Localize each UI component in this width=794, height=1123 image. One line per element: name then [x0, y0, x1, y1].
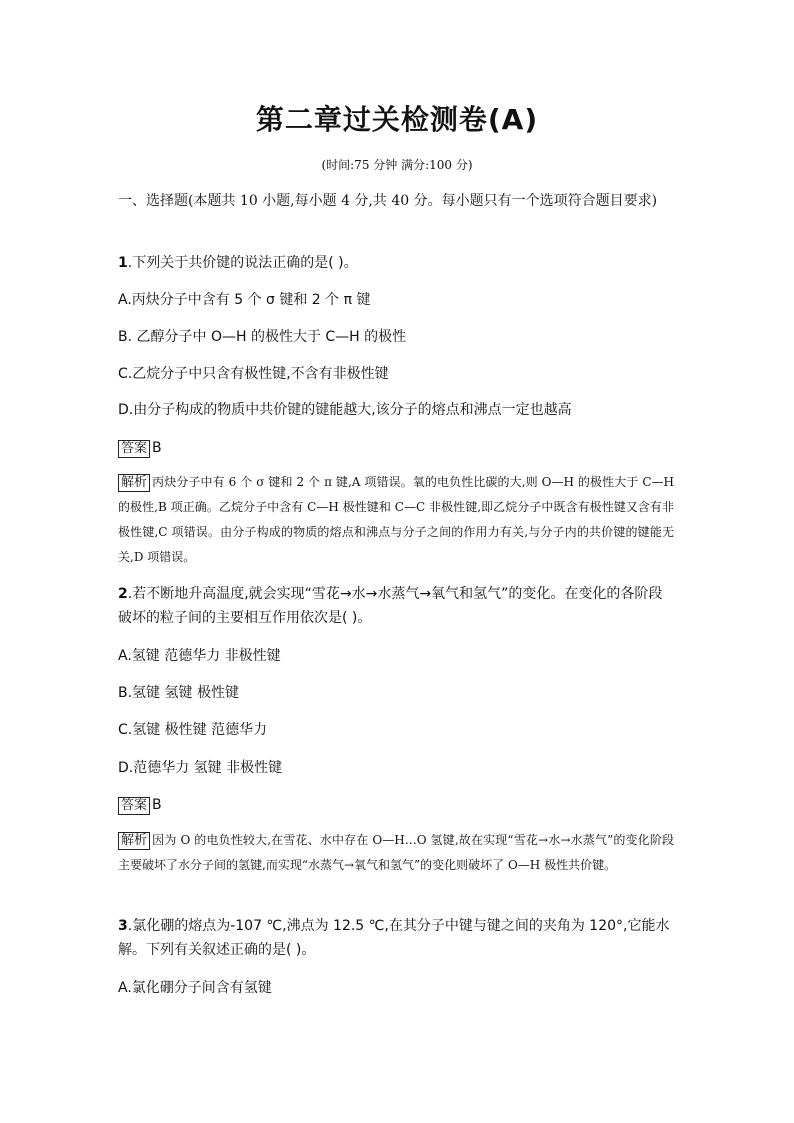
question-2-option-a: A.氢键 范德华力 非极性键	[118, 648, 281, 664]
question-text: .氯化硼的熔点为-107 ℃,沸点为 12.5 ℃,在其分子中键与键之间的夹角为 120°,它能水解。下列有关叙述正确的是( )。	[118, 918, 670, 958]
explanation-text: 因为 O 的电负性较大,在雪花、水中存在 O—H…O 氢键,故在实现“雪花→水→水蒸气”的变化阶段主要破坏了水分子间的氢键,而实现“水蒸气→氧气和氢气”的变化则破坏了 O—H 极性共价键。	[118, 833, 674, 872]
question-text: .若不断地升高温度,就会实现“雪花→水→水蒸气→氧气和氢气”的变化。在变化的各阶段破坏的粒子间的主要相互作用依次是( )。	[118, 586, 663, 626]
question-1-answer	[118, 438, 674, 458]
question-2-option-b: B.氢键 氢键 极性键	[118, 685, 239, 701]
question-3-option-a: A.氯化硼分子间含有氢键	[118, 980, 272, 996]
explanation-text: 丙炔分子中有 6 个 σ 键和 2 个 π 键,A 项错误。氧的电负性比碳的大,则 O—H 的极性大于 C—H 的极性,B 项正确。乙烷分子中含有 C—H 极性键和 C—C 非极性键,即乙烷分子中既含有极性键又含有非极性键,C 项错误。由分子构成的物质的熔点和沸点与分子之间的作用力有关,与分子内的共价键的键能无关,D 项错误。	[118, 475, 674, 564]
question-3-stem	[118, 914, 674, 962]
question-1-option-d: D.由分子构成的物质中共价键的键能越大,该分子的熔点和沸点一定也越高	[118, 402, 572, 418]
question-2-explanation	[118, 828, 674, 878]
page-title: 第二章过关检测卷(A)	[255, 103, 539, 136]
question-number: 1	[118, 255, 128, 271]
explanation-tag: 解析	[118, 832, 150, 850]
answer-tag: 答案	[118, 797, 150, 815]
question-1-option-b: B. 乙醇分子中 O—H 的极性大于 C—H 的极性	[118, 329, 407, 345]
question-1-explanation	[118, 470, 674, 570]
question-2-answer	[118, 795, 674, 815]
answer-value: B	[152, 797, 162, 813]
exam-info: (时间:75 分钟 满分:100 分)	[321, 158, 473, 172]
question-2-option-d: D.范德华力 氢键 非极性键	[118, 760, 283, 776]
question-number: 3	[118, 918, 128, 934]
question-1-option-c: C.乙烷分子中只含有极性键,不含有非极性键	[118, 366, 389, 382]
question-1-stem	[118, 251, 674, 275]
question-1-option-a: A.丙炔分子中含有 5 个 σ 键和 2 个 π 键	[118, 292, 371, 308]
answer-value: B	[152, 440, 162, 456]
answer-tag: 答案	[118, 440, 150, 458]
section-heading: 一、选择题(本题共 10 小题,每小题 4 分,共 40 分。每小题只有一个选项符合题目要求)	[118, 193, 658, 209]
question-text: .下列关于共价键的说法正确的是( )。	[127, 255, 358, 271]
question-2-option-c: C.氢键 极性键 范德华力	[118, 722, 268, 738]
question-number: 2	[118, 586, 128, 602]
question-2-stem	[118, 582, 674, 630]
explanation-tag: 解析	[118, 474, 150, 492]
